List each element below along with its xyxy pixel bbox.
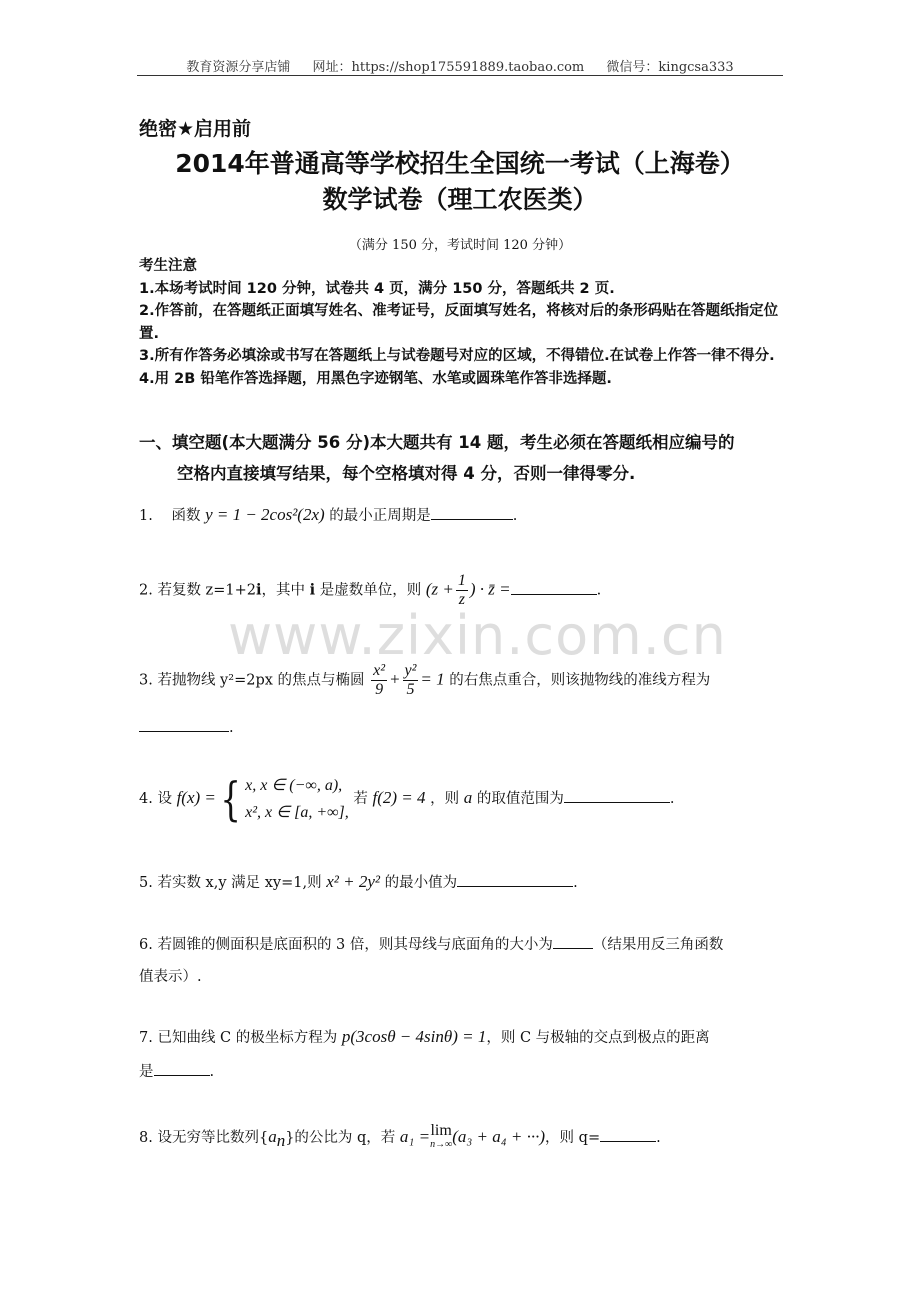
- question-text: 设无穷等比数列{: [157, 1130, 269, 1146]
- question-8: [139, 1124, 661, 1153]
- question-text: 若复数 z=1+2: [157, 582, 256, 599]
- piecewise-cases: x, x ∈ (−∞, a), x², x ∈ [a, +∞],: [245, 777, 349, 821]
- math-expr: f(x) =: [176, 788, 216, 807]
- question-text: 值表示）.: [139, 969, 202, 985]
- question-number: 2.: [139, 582, 153, 599]
- question-text: 若: [348, 791, 373, 807]
- section-line-1: 一、填空题(本大题满分 56 分)本大题共有 14 题，考生必须在答题纸相应编号的: [139, 433, 735, 452]
- section-line-2: 空格内直接填写结果，每个空格填对得 4 分，否则一律得零分.: [177, 464, 636, 483]
- question-6: [139, 933, 723, 957]
- fraction: $\frac{1}{z}$: [457, 572, 466, 608]
- question-text: .: [573, 875, 578, 891]
- header-url[interactable]: 网址：https://shop175591889.taobao.com: [312, 60, 585, 75]
- left-brace: {: [220, 772, 241, 826]
- header-wechat: 微信号：kingcsa333: [606, 60, 734, 75]
- question-text: ，其中: [261, 582, 310, 599]
- question-text: }的公比为 q，若: [285, 1130, 400, 1146]
- question-text: 若圆锥的侧面积是底面积的 3 倍，则其母线与底面角的大小为: [157, 937, 553, 953]
- question-number: 4.: [139, 791, 153, 807]
- secret-label: 绝密★启用前: [139, 118, 252, 140]
- question-text: ，则 C 与极轴的交点到极点的距离: [486, 1030, 710, 1046]
- question-7-line-2: [139, 1060, 214, 1084]
- question-text: ，则: [425, 791, 464, 807]
- answer-blank[interactable]: [511, 580, 597, 595]
- answer-blank[interactable]: [154, 1061, 210, 1076]
- math-expr: x² + 2y²: [326, 872, 380, 891]
- question-text: 是虚数单位，则: [315, 582, 426, 599]
- question-text: 是: [139, 1064, 154, 1080]
- question-text: 的取值范围为: [472, 791, 564, 807]
- question-number: 3.: [139, 672, 153, 689]
- math-expr: +: [389, 669, 401, 689]
- question-text: 函数: [171, 508, 206, 524]
- fraction: $\frac{\text{x²}}{9}$: [373, 662, 386, 698]
- answer-blank[interactable]: [457, 872, 573, 887]
- answer-blank[interactable]: [431, 505, 513, 520]
- limit-operator: lim n→∞: [430, 1122, 453, 1150]
- note-item: 1.本场考试时间 120 分钟，试卷共 4 页，满分 150 分，答题纸共 2 页.: [139, 280, 615, 297]
- section-heading: [139, 427, 789, 489]
- question-text: 的最小值为: [380, 875, 458, 891]
- math-expr: ) · z̄ =: [469, 579, 511, 599]
- question-number: 5.: [139, 875, 153, 891]
- question-6-line-2: [139, 965, 202, 989]
- header-rule: [137, 75, 783, 76]
- math-expr: (a₃ + a₄ + ···): [452, 1127, 546, 1146]
- question-5: [139, 870, 578, 895]
- exam-title: 2014年普通高等学校招生全国统一考试（上海卷）: [175, 149, 745, 178]
- question-4: [139, 772, 674, 826]
- imag-unit: i: [309, 581, 316, 599]
- answer-blank[interactable]: [564, 788, 670, 803]
- question-number: 6.: [139, 937, 153, 953]
- math-expr: a: [463, 788, 473, 807]
- exam-notes: [139, 255, 785, 390]
- question-text: .: [669, 791, 675, 807]
- math-subscript: n: [276, 1130, 286, 1150]
- question-number: 8.: [139, 1130, 153, 1146]
- math-expr: y = 1 − 2cos²(2x): [205, 505, 325, 524]
- question-text: .: [209, 1064, 215, 1080]
- question-number: 1.: [139, 508, 153, 524]
- note-item: 3.所有作答务必填涂或书写在答题纸上与试卷题号对应的区域，不得错位.在试卷上作答一律不得分.: [139, 348, 775, 364]
- exam-subtitle: 数学试卷（理工农医类）: [322, 185, 598, 214]
- question-3: [139, 662, 710, 699]
- question-text: 的最小正周期是: [324, 508, 431, 524]
- question-text: .: [229, 720, 234, 736]
- math-expr: a₁ =: [399, 1127, 431, 1146]
- header-shop: 教育资源分享店铺: [186, 60, 291, 75]
- question-text: （结果用反三角函数: [592, 937, 724, 953]
- question-text: .: [596, 582, 602, 599]
- question-text: 设: [157, 791, 177, 807]
- page-header: [137, 56, 783, 75]
- note-item: 2.作答前，在答题纸正面填写姓名、准考证号，反面填写姓名，将核对后的条形码贴在答题纸指定位置.: [139, 303, 779, 342]
- question-text: .: [512, 508, 518, 524]
- question-number: 7.: [139, 1030, 153, 1046]
- math-expr: (z +: [425, 579, 454, 599]
- answer-blank[interactable]: [139, 717, 229, 732]
- question-text: 已知曲线 C 的极坐标方程为: [157, 1030, 342, 1046]
- math-expr: a: [268, 1127, 277, 1146]
- question-text: 若实数 x,y 满足 xy=1,则: [157, 875, 327, 891]
- question-text: 若抛物线 y²=2px 的焦点与椭圆: [157, 672, 370, 689]
- fraction: $\frac{\text{y²}}{5}$: [404, 662, 417, 698]
- question-7: [139, 1025, 710, 1050]
- math-expr: = 1: [420, 669, 445, 689]
- question-3-answer-line: [139, 716, 234, 740]
- answer-blank[interactable]: [600, 1127, 656, 1142]
- imag-unit: i: [255, 581, 262, 599]
- math-expr: f(2) = 4: [372, 788, 426, 807]
- notes-heading: 考生注意: [139, 258, 197, 274]
- answer-blank[interactable]: [553, 934, 593, 949]
- question-1: [139, 503, 517, 528]
- note-item: 4.用 2B 铅笔作答选择题，用黑色字迹钢笔、水笔或圆珠笔作答非选择题.: [139, 370, 612, 387]
- question-text: 的右焦点重合，则该抛物线的准线方程为: [444, 672, 711, 689]
- question-text: ，则 q=: [545, 1130, 601, 1146]
- exam-meta: （满分 150 分，考试时间 120 分钟）: [348, 238, 572, 253]
- watermark: www.zixin.com.cn: [228, 604, 727, 667]
- math-expr: p(3cosθ − 4sinθ) = 1: [341, 1027, 487, 1046]
- question-2: [139, 572, 601, 609]
- question-text: .: [656, 1130, 661, 1146]
